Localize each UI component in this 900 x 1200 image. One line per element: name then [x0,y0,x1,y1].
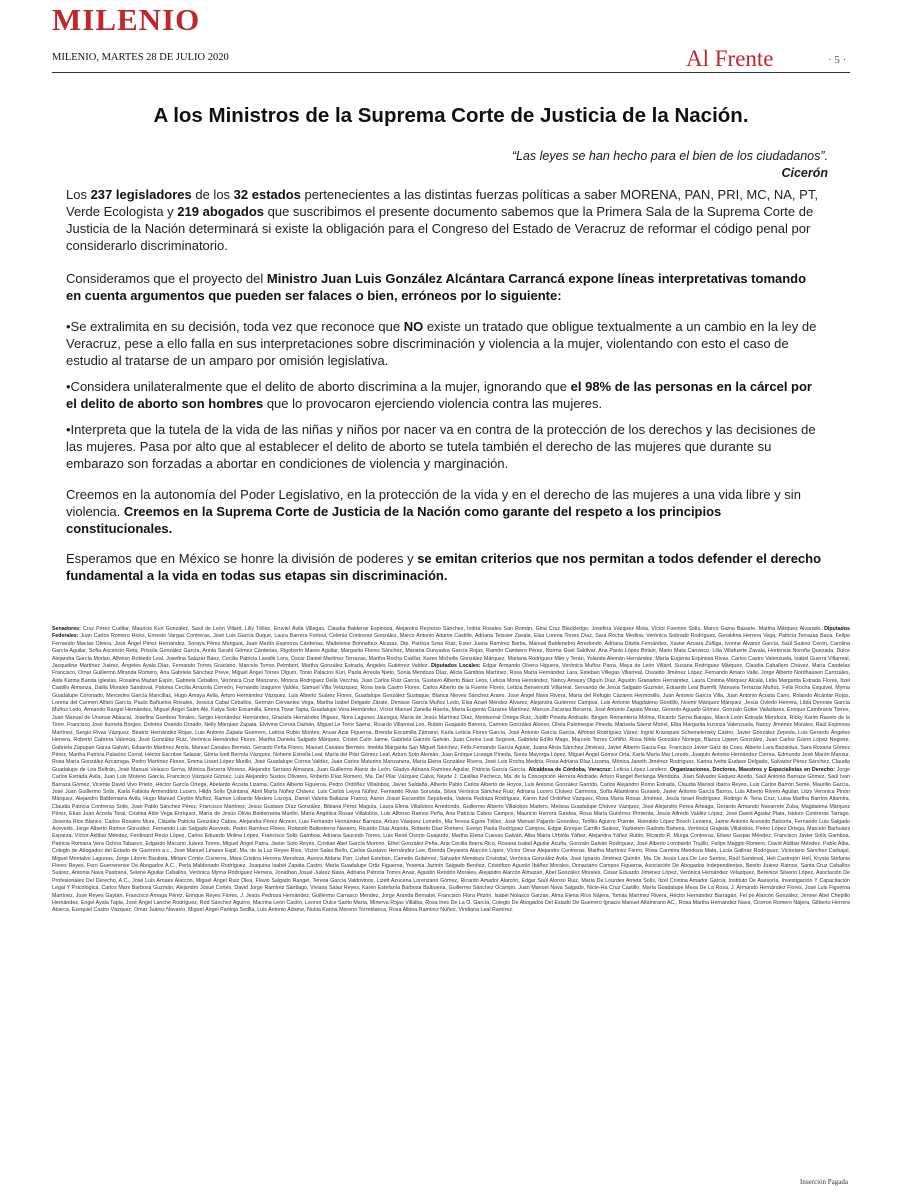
paid-insertion-credit: Inserción Pagada [799,1178,848,1186]
p3-text-b: Creemos en la Suprema Corte de Justicia de la Nación como garante del respeto a los principios constitucionales. [66,504,722,536]
argument-text: existe un tratado que obligue textualmente a un cambio en la ley de Veracruz, pese a ello falla en sus interpretaciones sobre discriminación y violencia a la mujer, violentando con esto el caso de estudio al tratarse de un amparo por omisión legislativa. [66,319,817,368]
argument-text: •Considera unilateralmente que el delito de aborto discrimina a la mujer, ignorando que [66,379,571,394]
local-deputies-label: Diputados Locales: [431,663,481,670]
p1-text-g: que suscribimos el presente documento sabemos que la Primera Sala de la Suprema Corte de Justicia de la Nación determinará si existe la obligación para el Congreso del Estado de Veracruz de reformar el código penal por considerarlo discriminatorio. [66,204,814,253]
p3-text-a: Creemos en la autonomía del Poder Legislativo, en la protección de la vida y en el derecho de las mujeres a una vida libre y sin violencia. [66,487,801,519]
page-number: · 5 · [828,54,847,66]
argument-list [66,318,824,481]
mayor-label: Alcaldesa de Córdoba, Veracruz: [528,766,612,773]
epigraph [512,148,828,182]
federal-deputies-label: Diputados Federales: [52,626,850,640]
dateline: MILENIO, MARTES 28 DE JULIO 2020 [52,52,229,63]
p1-text-c: de los [191,187,234,202]
paragraph-hopes [66,550,824,584]
organizations-label: Organizaciones, Doctores, Maestros y Especialistas en Derecho: [669,766,835,773]
argument-emphasis: NO [403,319,424,334]
masthead-logo: MILENIO [52,2,201,37]
paragraph-considerations [66,270,824,304]
argument-item [66,378,824,412]
argument-text: •Interpreta que la tutela de la vida de las niñas y niños por nacer va en contra de la protección de los derechos y las decisiones de las mujeres. Pasa por alto que al establecer el delito de aborto se tutela también el derecho de las mujeres que durante su embarazo son forzadas a abortar en condiciones de violencia y marginación. [66,422,816,471]
section-name: Al Frente [686,46,774,71]
senators-label: Senadores: [52,626,81,632]
argument-text: que lo provocaron ejerciendo violencia contra las mujeres. [263,396,603,411]
p4-text-b: se emitan criterios que nos permitan a todos defender el derecho fundamental a la vida en todas sus etapas sin discriminación. [66,551,822,583]
paragraph-beliefs [66,486,824,537]
argument-item [66,318,824,369]
p2-text-a: Consideramos que el proyecto del [66,271,267,286]
paragraph-signatories [66,186,824,254]
epigraph-text: “Las leyes se han hecho para el bien de los ciudadanos”. [511,149,828,163]
organizations-names: Jorge Carlos Estrada Ávila, Juan Luis Moreno García, Francisco Vázquez Gómez, Luis Alejandro Sustos Olivares, Roberto Díaz Romero, Ma. Del Pilar Vázquez Calva, Nayde J. Casillas Pacheco, Ma. de la Concepción Herrera Andrade, Arturo Rangel Berlanga Mendoza, Juan Salvador Esquéz Acedo, Saúl Antonio Barraza Gómez, Saúl Ivan Barraza Gómez, Vicente David Vivo Prieto, Héctor García Ortega, Abelardo Acosta Lizama, Carlos Alberto Figueroa, Pedro Ordóñez Villalobos, Javier Saldaña, Alberto Pablo Carlos Alberto de Hoyos, Luis Antonio González Garrido, Carlos Alejandro Romo Estrada, Claudia Marisol Ibarra Reyes, Luis Carlos Barrón Seme, Maurilio García, José Juan Guillermo Solis, Karla Fabiola Armendáriz Lucero, Hilda Solís Quintana, Abril María Núñez Chávez, Luis Carlos Leyva Núñez, Fernando Rivas Sorunda, Silvia Verónica Sánchez Ruiz, Adriana Lucero Chávez Carmona, Sofía Altamirano Guraieb, Javier Antonio García Barros, Luis Alberto Rivero Aguilar, Litzy Veronica Pinón Márquez, Alejandro Baldemarra Avila, Hugo Manuel Ceylón Muñoz, Ramon Lobardo Medero Lozoya, Daniel Valeria Baltazar Franco, Aarón Josué Escandón Sepúlveda, Valeria Pedraza Rodríguez, Karen Itzel Ordóñez Vázquez, Rosa María Rosas Jiménez, Jesús Israel Rodríguez, Rodrigo A. Tena Cruz, Luisa Martha Barrios Altamira, Claudia Patricia Contreras Solis, Juan Pablo Sánchez Pérez, Francisco Martínez, Jesús Gustavo Díaz González, Bibiana Pérez Maguía, Laura Elena Villalobos Arredondo, Guillermo Alberto Villalobos Madero, Melissa Guadalupe Chávez Vázquez, José Alejandro Perea Arteaga, Gerardo Armando Navarrete Zuba, Magdalena Márquez Pérez, Elías Juan Acosta Toral, Cristina Alde Vega Enríquez, María de Jesús Olivia Balderrama Murillo, María Angélica Rosas Villalobos, Luis Alfonso Ramos Peña, Ana Patricia Cabos Campos, Mauricio Herrera Gardea, Rosa María Gutiérrez Pimienta, Jesús Alfredo Valdéz López, José David Aguilar Plata, Isidoro Contreras Tarrago, Jissenia Rios Blanco, Carlos Rosales Mure, Claudia Patricia González Cabos, Alejandra Pérez Alcocer, Luis Fernando Hernández Barraza, Arturo Vásquez Lomelín, Ma Teresa Egure Téllez, José Manuel Pajardo González, Teofilo Aguirre Puente, Reinaldo López Bosch Lezama, Jaime Antonio Acevedo Balcorta, Fernando Luis Salgado Acevedo, Jorge Alberto Ramos González, Fernando Luis Salgado Acevedo, Pedro Ramírez Flores, Rolando Ballesteros Navarro, Ricardo Díaz Aranda, Roberto Díaz Romero, Evelyn Paola Rodríguez Campos, Edgar Enrique Carrillo Suárez, Yazbelem Galindo Bahena, Verónica Grajeda Villalobos, Pedro López Ortega, Marcelo Barbuiani Esparza, Víctor Aldibar Méndez, Ferdinard Recio López, Carlos Eduardo Molina López, Francisco Solis Gamboa, Adriana Saucedo Torres, Luis René Osorio Guajardo, Martha Elena Cuevas Galván, Alba María Urbióla Yáñez, Alejandra Yáñez Rubio, Ricardo R. Murga Contreras, Eliseo Gaspar Méndez, Francisco Javier Solís Gamboa, Patricia Romana Vera Ochoa Tabasco, Edgardo Macario Juárez Torres, Miguel Ángel Parra, Javier Soto Reyes, Cristian Abel García Moreno, Ethel González Peña, Ana Cecilia Ibarra Rico, Roxana Isabel Aguilar Acuña, Gonzalo Galván Rodríguez, José Alberto Lombardo Trujillo, Felipe Maggio Romero, David Aldibar Méndez, Pablo Alba, Colegio de Abogados del Estado de Guerrero a.c., José Manuel Linares Espil, Ma. de la Luz Reyes Rios, Víctor Salas Bello, Carlos Gustavo Hernández Lee, Brenda Deyanira Alarcón López, Víctor Omar Alejandro Contreras, Martha Martínez Fierro, Rosa Carmina Mendoza Mata, Lucia Gallnaz Rodríguez, Victoriano Sánchez Carbajal, Miguel Montalvo Lagunas, Jorge Liborio Bautista, Miriam Cortéz Cisneros, Mara Cristina Herrera Mendoza, Aurora Aldana Parr, Lizbet Esteban, Camelio Gutiérrez, Salvador Mendoza Cristobal, Verónica González Avila, José Ignacio Jiménez Quintín, Ma. De Jesús Lara De Leo Santos, Raúl Sandoval, Heli Castrejón Heli, Krysta Stefania Flores Reyes, Foro Guerrerense De Abogados A.C., Perla Maldonado Rodríguez, Joaquina Isabel Zapata Castro, María Guadalupe Ortiz Figueroa, Yesenia Jazmín Salgado Benítez, Cristóforo Agustín Ibáñez Morales, Donaciano Campos Figueroa, Asociación De Abogados Independientes, Benito Juárez Ramos, Santa Cruz Ceballos Suárez, Antonia Nava Pastrana, Selene Aguilar Ceballos, Verónica Myrna Rodríguez Herrera, Jonathan Josué Juárez Nava, Adriana Patricia Torres Arvar, Agustín Rendón Morales, Alejandro Alarcón Almazan, Abel González Morales, Cesar Eduardo Jiménez López, Verónica Hernández Velazquez, Berenice Silverio López, Asociación De Profesionales Del Derecho, A.C., José Luis Arnaes Alarcón, Miguel Ángel Ruiz Olea, Flavio Salgado Rangel, Teresa García Valdovinos, Lizett Azucena Lorenzano Gómez, Ricardo Amador Alarcón, Edgar Saúl Alonso Ruiz, María De Lourdes Arrieta Solís, Itzel Cristina Amador García, Instituto De Asesoría, Investigación Y Capacitación Legal Y Psicológica, Carlos Marx Barbosa Guzmán, Alejandro Josué Cortés, David Jorge Ramírez Santiago, Viviana Salas Reyes, Karen Estefanía Barbosa Balbuena, Guillermo Sánchez Ocampo, Juan Manuel Nava Salgado, Nicte-Ha Cruz Castillo, María Guadalupe Mesa De La Rosa, J. Armando Hernández Flores, José Luis Figueroa Martínez, José Reyes Gaytán, Francisco Arriaga Pérez, Enrique Reyes Flores, J. Jesús Pedroza Hernández, Guillermo Carrasco Mendez, Jorge Aranda Bernabé, Francisco Flora Pitzón, Isabel Nolasco Garzan, Alma Elena Ríos Nájera, Tomás Martínez Rivera, Héctor Hernández Barragán, Fel pe Alarcón González, Jenner Abel Chepillo Hernández, Engel Ayala Tapia, José Ángel Lanche Rodríguez, Rod Sánchez Aguirre, Macrina León Castro, Leonor Dulce Santo María, Minerva Rojas Villalba, Rosa Ines De La O. García, Colegio De Abogados Del Estado De Guerrero Ignacio Manuel Altamirano AC., Rosa Martha Hernández Nava, Ciceron Romero Nájera, Gilberto Herrera Abarca, Ezequiel Castro Vázquez, Omar Juárez Navarro, Miguel Ángel Pantoja Sedlla, Luis Antonio Adame, Nubia Karina Moreno Torreblanca, Rosa Albina Ramírez Núñez, Viridiana Leal Ramírez. [52,766,850,914]
federal-deputies-names: Juan Carlos Romero Hicks, Ernesto Vargas Contreras, José Luis García Duque, Laura Barrera Fortoul, Celenia Contreras González, Marco Antonio Adame Castillo, Adriana Teissier Zavala, Elsa Lorena Torres Díaz, Sara Rocha Medina, Verónica Sobrado Rodríguez, Geraldina Herrera Vega, Patricia Terrazas Baca, Felipe Fernando Macías Olvera, José Ángel Pérez Hernández, Soraya Pérez Munguia, Juan Martín Espinoza Cárdenas, Madeleine Bonnafoux Alcaraz, Dip. Patricia Sosa Ruiz, Ester Juana Ramírez Barba, Manuel Baldenebro Arredondo, Adriana Dávila Fernández, Xavier Azuara Zúñiga, Ivonne Álvarez García, Saúl Suárez Cerón, Carolina García Aguilar, Sofía Ascencio Reta, Priscila González García, Annia Sarahí Gómez Cárdenas, Rigoberto Mares Aguilar, Margarita Flores Sánchez, Mariana Dunyaska García Rojas, Ramón Cambero Pérez, Norma Guel Saldivar, Ana Paola López Birlain, Mario Mata Carrasco, Lilia Villafuerte Zavala, Hortensia Noroña Quezada, Dulce Alejandra García Morlan, Alfonso Robledo Leal, Josefina Salazar Báez, Cecilia Patricia Lavalle Lora, Óscar Daniel Martínez Terrazas, Martha Rocha Cuéllar, Karen Michelle González Márquez, Mariana Rodríguez Mier y Terán, Yolanda Alemán Hernández, María Eugenia Espinosa Rivas, Carlos Castro Valenzuela, Isabel Guerra Villarreal, Jacqueline Martínez Juárez, Ángeles Ayala Díaz, Fernando Torres Graciano, Marcela Torres Peimbert, Martha González Estrada, Ángeles Gutiérrez Valdez. [52,633,850,670]
signatories-list [52,626,850,915]
argument-emphasis: el 98% de las personas en la cárcel por el delito de aborto son hombres [66,379,812,411]
p1-text-a: Los [66,187,91,202]
argument-text: •Se extralimita en su decisión, toda vez que reconoce que [66,319,404,334]
p1-text-e: pertenecientes a las distintas fuerzas políticas a saber MORENA, PAN, PRI, MC, NA, PT, Verde Ecologista y [66,187,818,219]
epigraph-author: Cicerón [781,166,828,180]
p1-legislators: 237 legisladores [90,187,192,202]
header-rule [52,72,850,73]
p1-states: 32 estados [233,187,301,202]
p2-text-b: Ministro Juan Luis González Alcántara Carrancá expone líneas interpretativas tomando en cuenta argumentos que pueden ser falaces o bien, erróneos por lo siguiente: [66,271,807,303]
argument-item [66,421,824,472]
headline: A los Ministros de la Suprema Corte de Justicia de la Nación. [153,104,749,127]
senators-names: Cruz Pérez Cuéllar, Mauricio Kuri González, Sasil de León Villard, Lilly Téllez, Eruviel Ávila Villegas, Claudia Balderas Espinoza, Alejandra Reynoso Sánchez, Indira Rosales San Román, Gina Cruz Blackledge, Josefina Vázquez Mota, Víctor Fuentes Solís, Marco Gama Basarte, Martha Márquez Alvarado. [82,626,823,632]
p4-text-a: Esperamos que en México se honre la división de poderes y [66,551,418,566]
mayor-name: Leticia López Landero. [613,766,668,773]
local-deputies-names: Edgar Armando Olvera Higuera, Verónica Muñoz Parra, Maya de León Villard, Susana Rodríguez Márquez, Claudia Caballero Chávez, María Candelas Francisco, Omar Guillermo Miranda Romero, Ana Gabriela Sánchez Preve, Miguel Ángel Torres Olguín, Tonio Palacios Kuri, Paola Arreola Nieto, Sonia Mendoza Díaz, Alicia Gamboa Martínez, Rosa María Hernández Lara, Esteban Villegas Villarreal, Osvaldo Jiménez López, Fernando Amaro Valle, Jorge Alberto Nordhausen Carrizales, Aida Karina Banda Iglesias, Rosalina Mazari Espín, Gabriela Ceballos, Verónica Cruz Manzano, Mónica Rodríguez Della Vecchia, Juan Carlos Ruiz García, Gustavo Alberto Báez Leos, Leticia Mona Hernández, Nancy Amaury Olguín Díaz, Agustín Granados Hernández, Laura Cristina Márquez Alcalá, Lidia Margarita Estrada Flores, Itzel Castillo Almanza, Dalila Morales Sandoval, Paloma Cecilia Arrazola Correón, Fernando Izaguirre Valdés, Samuel Villa Velázquez, Rosa Isela Castro Flores, Carlos Alberto de la Fuente Flores, Leticia Benvenutti Villarreal, Servando de Jesús Salgado Guzmán, Eduardo Leal Buenfil, Manuela Terrazas Muñoz, Félix Rocha Esquivel, Myrna Guadalupe Coronado, Mercedes García Mancillas, Hugo Amaya Avila, Arturo Hernández Vázquez, Luis Alberto Suárez Flores, Guadalupe González Sustaque, Blanca Nieves Sánchez Arano, José Ángel Nava Rivera, María del Refugio Cázares Hermosillo, Juan Antonio García Villa, Juan Antonio Acosta Cano, Rolando Alcántar Rojas, Lorena del Carmen Alfaro García, Paulo Bañuelos Rosales, Jessica Cabal Ceballos, Germán Cervantes Vega, Martha Isabel Delgado Zárate, Denisse García Muñoz Ledo, Elsa Azael Méndez Álvarez, Alejandra Gutiérrez Campos, Luis Antonio Magdaleno Gordillo, Noemí Márquez Márquez, Jesús Oviedo Herrera, Libia Dennise García Muñoz Ledo, Armando Rangel Hernández, Miguel Ángel Salim Alé, Katya Soto Escamilla, Emma Tovar Tapia, Guadalupe Vera Hernández, Víctor Manuel Zanella Huerta, María Eugenia Cázares Martínez, Marcos Zacarias Becerra, José Antonio Zapata Meraz, Gerardo Aguado Gómez, Gonzalo Gutier Valladares, Enrique Cambranis Torres, Juan Manuel de Unanue Abascal, Josefina Gamboa Torales, Sergio Hernández Hernández, Graciela Hernández Íñiguez, Nora Lagunes Jáuregui, María de Jesús Martínez Díaz, Montserrat Ortega Ruiz, Judith Pineda Andrade, Bingen Rementería Molina, Ricardo Serna Barajas, Marck León Estrada Mendoza, Ricky Karim Ravelo de la Torre, Francisco José Iturrieta Borges, Dolores Ovando Dorado, Nelly Márquez Zapata, Elvivina Correa Damán, Miguel Le Torre Sáenz, Ricardo Villarreal Loo, Rubén Guajardo Barrera, Carmen González Alonso, Olivia Palomeque Pineda, Marisela Sáenz Moriel, Elba Margarita Inzunza Valenzuela, Nancy Jiménez Morales, Raúl Espinosa Martínez, Sergio Rivas Vázquez, Beatriz Hernández Rojas, Luis Antonio Zapata Guerrero, Leticia Rubio Montes, Anuar Azar Figueroa, Brenda Escamilla Zámano, Karla Leticia Flores García, José Antonio García García, Alfonso Rodríguez Várez, Ingrid Krasopani Schemelensky Castro, Javier González Zepeda, Luis Gerardo Ángeles Herrera, Roberto Cabrera Valencia, José González Ruiz, Verónica Hernández Flores, Martha Daniela Salgado Márquez, Cristel Culin Jaime, Gabriela Garzón Galván, Juan Carlos Leal Segovia, Gabriela Edílio Mago, Marcelo Torres Coñiño, Rosa Nilda González Noriega, Blanca Lippen González, Juan Carlos Güern López Negrete, Gabriela Zapopan Garza Galván, Eduardo Martínez Arcila, Manuel Canales Berméo, Gerardo Peña Flores, Manuel Canales Berméo, Imelda Margarita San Miguel Sánchez, Félix Fernando García Aguiar, Juana Alicia Sánchez Jiménez, Javier Alberto Garza Faz, Francisco Javier Garz de Coss, Alberto Lara Bazaldua, Sara Roxana Gómez Pérez, Martha Patricia Palacios Corral, Héctor Escobar Salazar, Gloria Ivett Bermía Vázquez, Nohemi Estrella Leal, María del Pilar Gómez Leal, Arturo Soto Alemán, Juan Enrique Liceaga Pineda, Sonia Mayorga López, Miguel Ángel Gómez Orta, Karla María Mar Loredo, Joaquín Antonio Hernández Correa, Edmundo José Marón Manzur, Rosa María González Azcarraga, Pedro Martínez Flores, Emma Lisset López Murillo, José Guadalupe Correa Valdéz, Juan Carlos Maturino Manzanera, María Elena González Rivera, José Luis Rocha Medina, Rosa Adriana Díaz Lizama, Mónica Janeth Jiménez Rodríguez, Karina Ivette Eudave Delgado, Salvador Pérez Sánchez, Claudia Guadalupe de Lira Beltrán, José Manuel Velasco Serna, Mónica Becerra Moreno, Alejandro Serrano Almanza, Juan Guillermo Alaniz de León, Gladys Adriana Ramírez Aguilar, Patricia García García. [52,663,850,773]
p1-lawyers: 219 abogados [177,204,264,219]
